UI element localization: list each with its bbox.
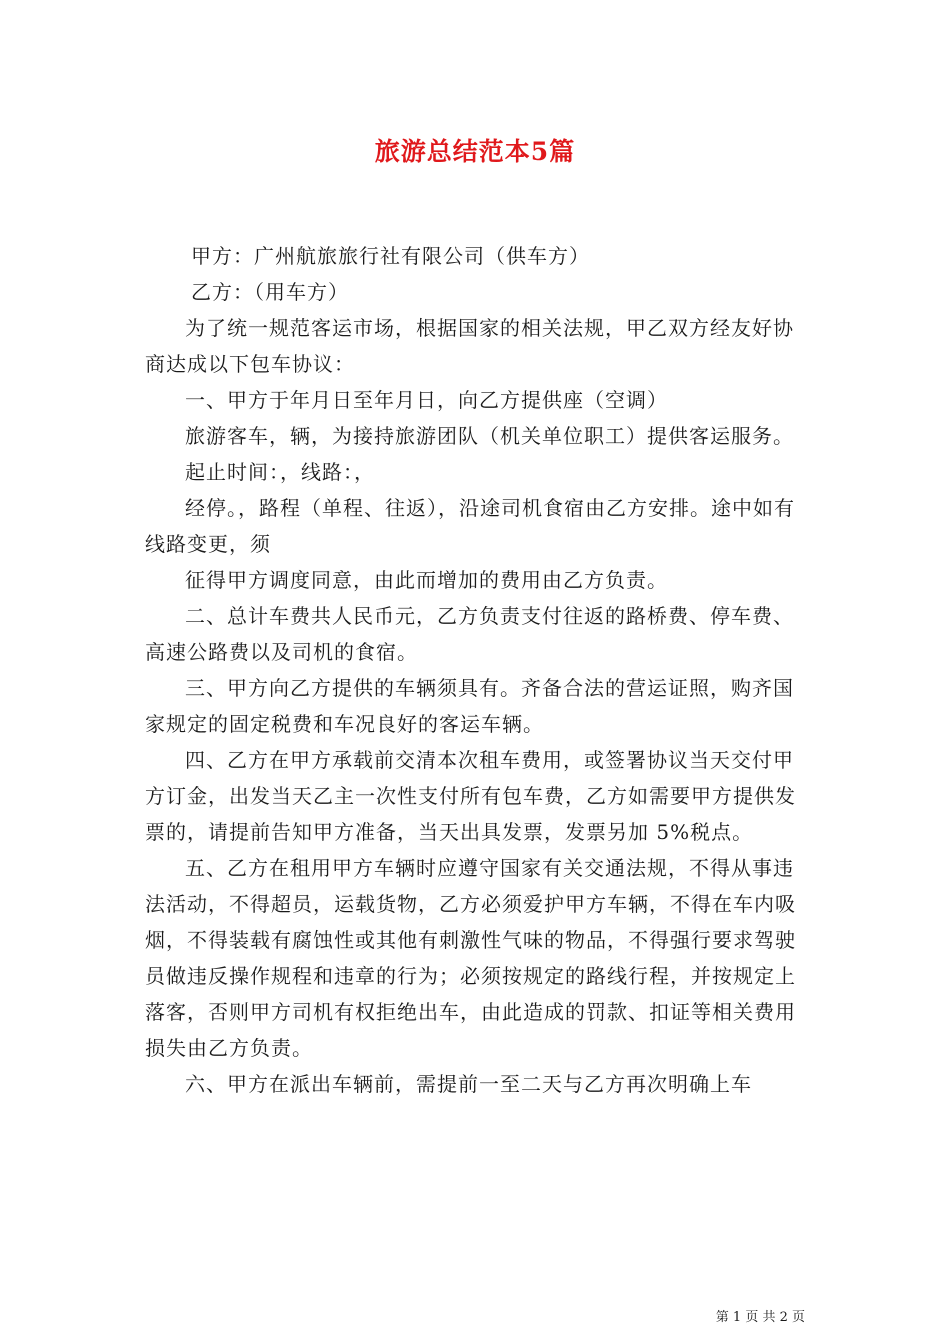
document-title: 旅游总结范本5篇 bbox=[374, 137, 576, 166]
paragraph-clause-1: 一、甲方于年月日至年月日，向乙方提供座（空调） bbox=[185, 388, 668, 412]
paragraph-clause-6: 六、甲方在派出车辆前，需提前一至二天与乙方再次明确上车 bbox=[185, 1072, 752, 1096]
paragraph-clause-1-vehicle: 旅游客车，辆，为接持旅游团队（机关单位职工）提供客运服务。 bbox=[185, 424, 794, 448]
paragraph-clause-3: 三、甲方向乙方提供的车辆须具有。齐备合法的营运证照，购齐国家规定的固定税费和车况良好的客运车辆。 bbox=[145, 676, 794, 736]
paragraph-clause-1-route: 经停。，路程（单程、往返），沿途司机食宿由乙方安排。途中如有线路变更，须 bbox=[145, 496, 795, 556]
paragraph-intro: 为了统一规范客运市场，根据国家的相关法规，甲乙双方经友好协商达成以下包车协议： bbox=[145, 316, 794, 376]
paragraph-clause-1-time: 起止时间：，线路：， bbox=[185, 460, 375, 484]
paragraph-clause-5: 五、乙方在租用甲方车辆时应遵守国家有关交通法规，不得从事违法活动，不得超员，运载货物，乙方必须爱护甲方车辆，不得在车内吸烟，不得装载有腐蚀性或其他有刺激性气味的物品，不得强行要求驾驶员做违反操作规程和违章的行为；必须按规定的路线行程，并按规定上落客，否则甲方司机有权拒绝出车，由此造成的罚款、扣证等相关费用损失由乙方负责。 bbox=[145, 856, 796, 1060]
document-body bbox=[145, 238, 805, 1102]
paragraph-clause-2: 二、总计车费共人民币元，乙方负责支付往返的路桥费、停车费、高速公路费以及司机的食宿。 bbox=[145, 604, 794, 664]
paragraph-party-a: 甲方：广州航旅旅行社有限公司（供车方） bbox=[191, 244, 590, 268]
paragraph-party-b: 乙方：（用车方） bbox=[191, 280, 349, 304]
page-footer: 第 1 页 共 2 页 bbox=[715, 1310, 805, 1325]
paragraph-clause-1-approval: 征得甲方调度同意，由此而增加的费用由乙方负责。 bbox=[185, 568, 668, 592]
paragraph-clause-4: 四、乙方在甲方承载前交清本次租车费用，或签署协议当天交付甲方订金，出发当天乙主一次性支付所有包车费，乙方如需要甲方提供发票的，请提前告知甲方准备，当天出具发票，发票另加 5%税点。 bbox=[145, 748, 796, 844]
